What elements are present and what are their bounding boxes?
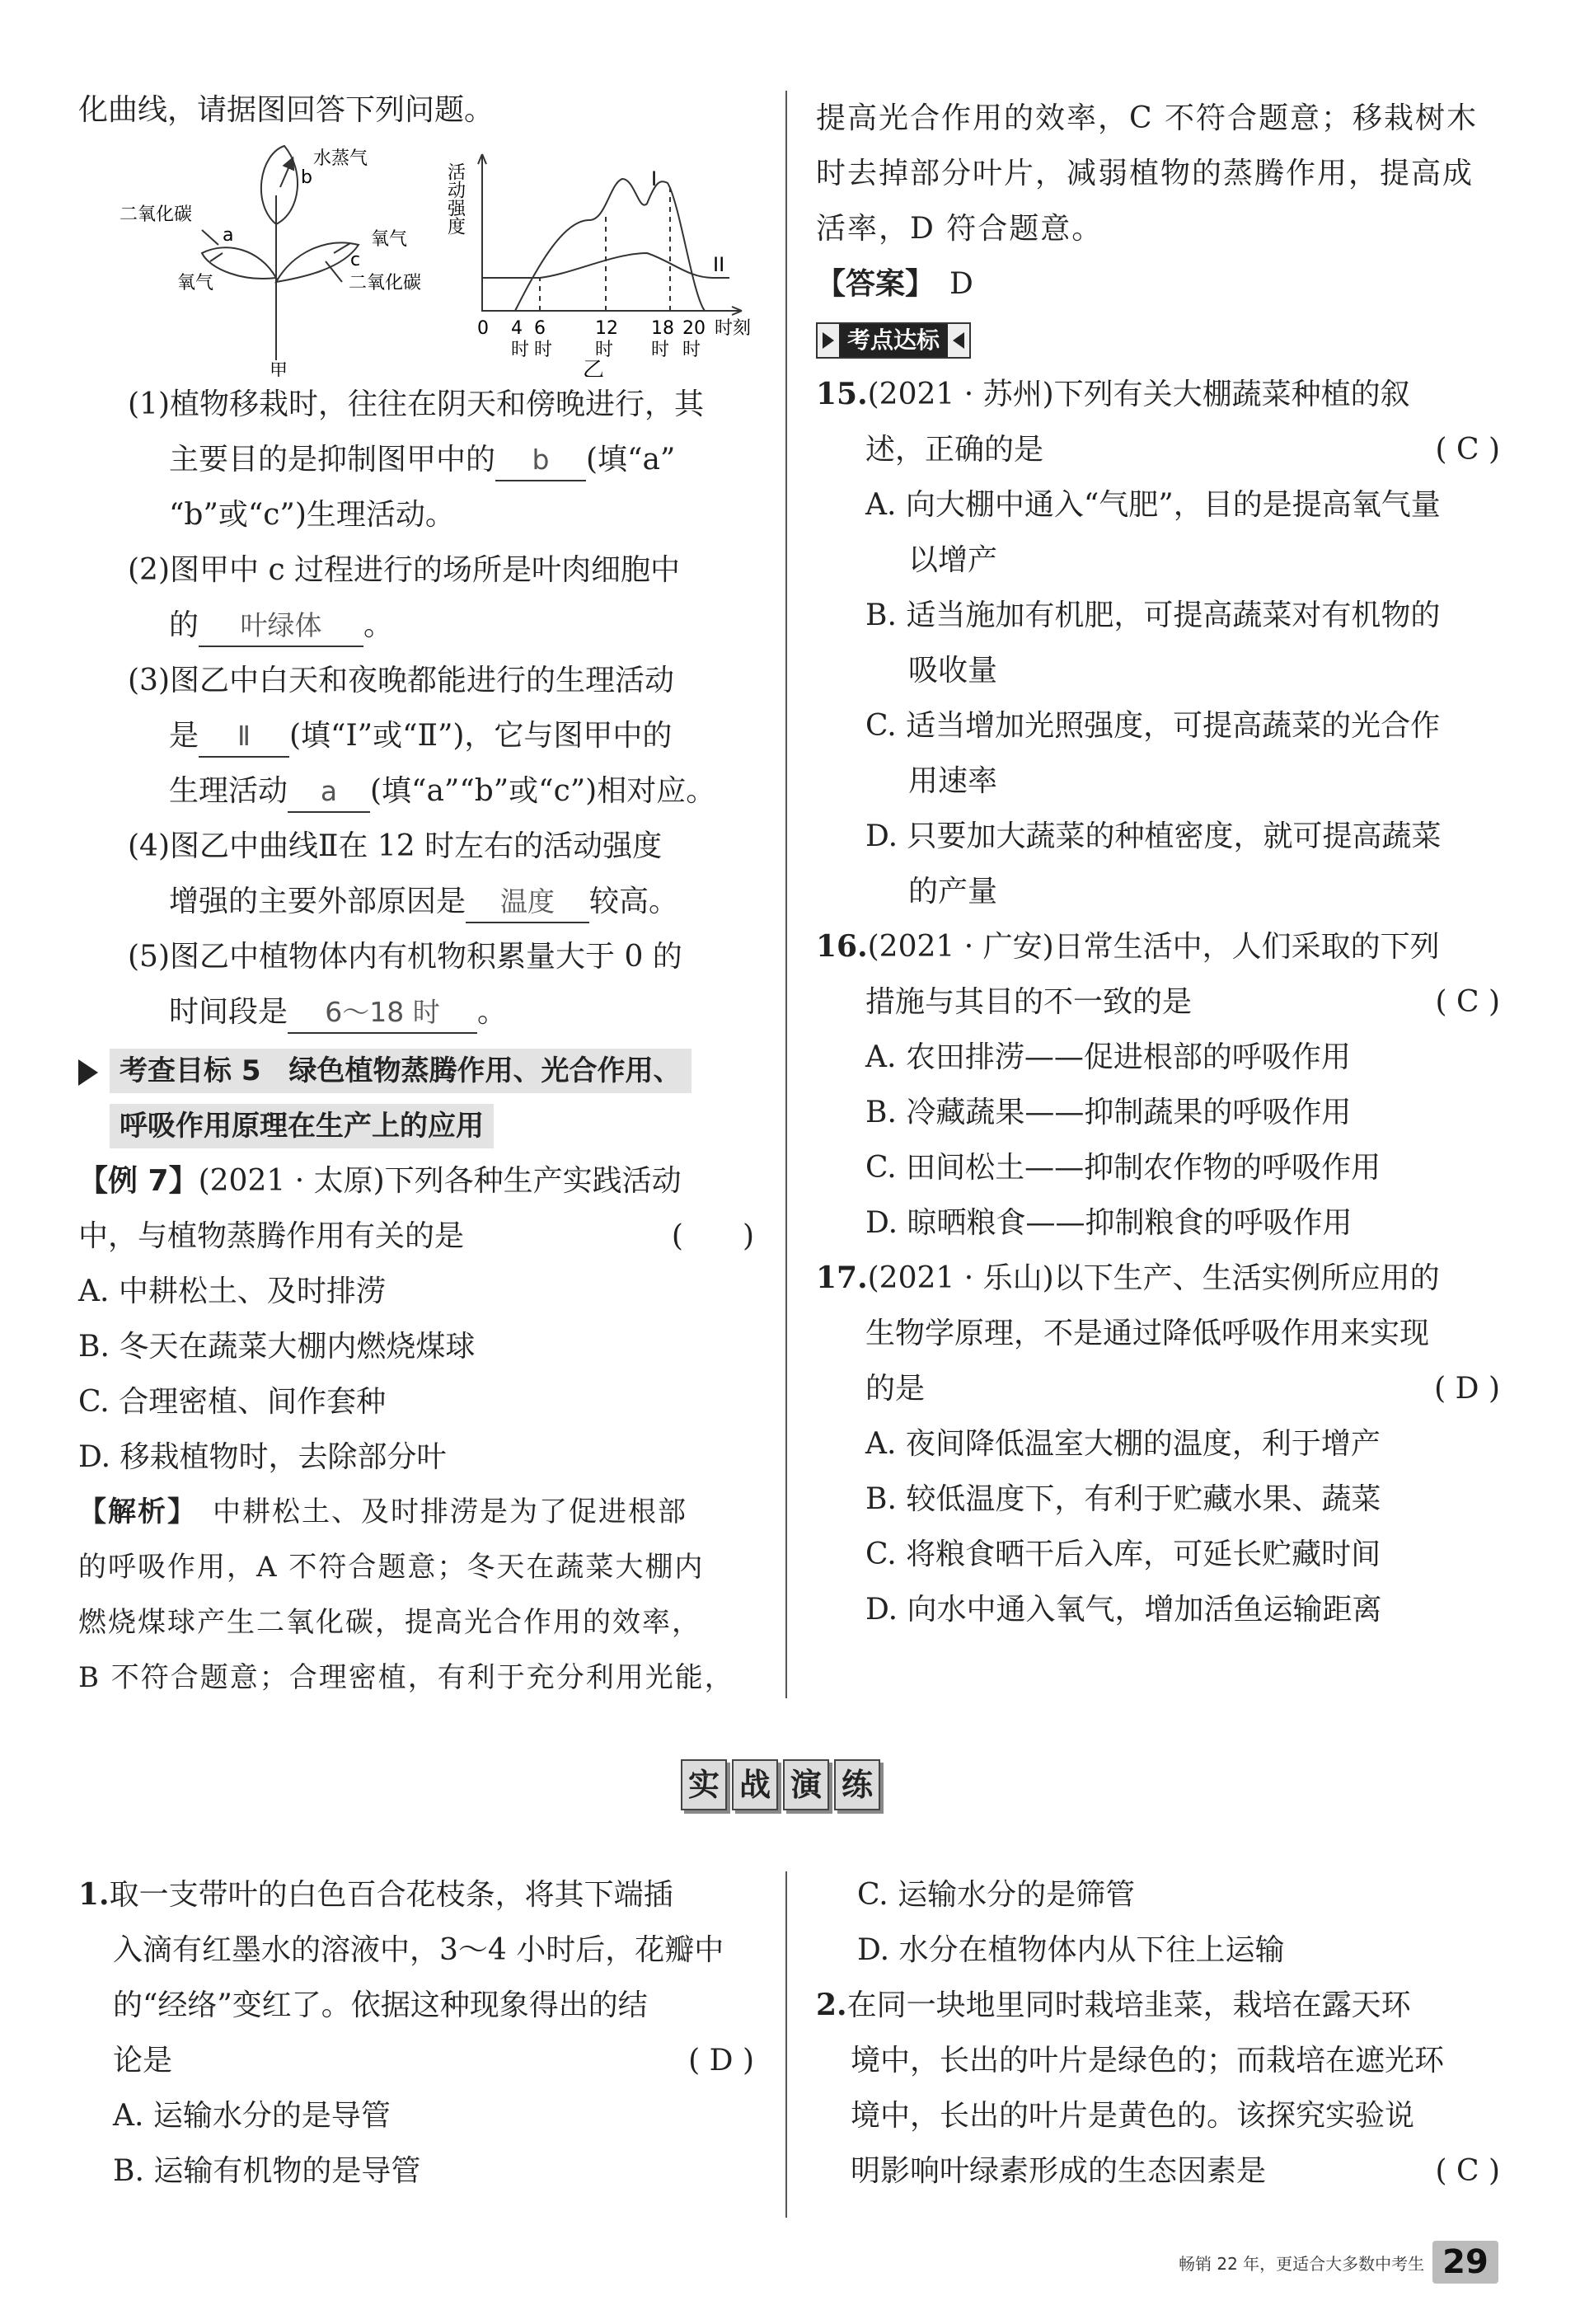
banner-char-3: 演 bbox=[783, 1759, 829, 1810]
q1-text: 主要目的是抑制图甲中的 bbox=[169, 443, 496, 477]
label-co2-right: 二氧化碳 bbox=[349, 273, 422, 293]
analysis-cont-line2: 时去掉部分叶片，减弱植物的蒸腾作用，提高成 bbox=[816, 157, 1474, 190]
triangle-right-icon bbox=[823, 332, 834, 349]
q17-option-b: B. 较低温度下，有利于贮藏水果、蔬菜 bbox=[865, 1482, 1381, 1516]
q16-option-d: D. 晾晒粮食——抑制粮食的呼吸作用 bbox=[865, 1206, 1353, 1240]
kaodian-heading bbox=[816, 312, 1500, 367]
p1-line4: 论是 bbox=[113, 2044, 173, 2078]
q3-text2: (填“I”或“Ⅱ”)，它与图甲中的 bbox=[289, 719, 673, 753]
q17-line3: 的是 bbox=[865, 1372, 926, 1406]
p2-line2: 境中，长出的叶片是绿色的；而栽培在遮光环 bbox=[851, 2044, 1445, 2078]
q16-option-b: B. 冷藏蔬果——抑制蔬果的呼吸作用 bbox=[865, 1096, 1352, 1129]
q3-line2 bbox=[78, 708, 754, 763]
answer-tag: 【答案】 bbox=[816, 267, 921, 301]
q15-option-d: D. 只要加大蔬菜的种植密度，就可提高蔬菜 bbox=[865, 819, 1442, 853]
p2-answer: ( C ) bbox=[1435, 2154, 1500, 2188]
q2-line2 bbox=[78, 598, 754, 653]
q2-line1: (2)图甲中 c 过程进行的场所是叶肉细胞中 bbox=[128, 553, 681, 587]
q5-text: 时间段是 bbox=[169, 995, 288, 1029]
q2-answer: 叶绿体 bbox=[199, 606, 363, 647]
curve-label-i: I bbox=[651, 167, 658, 190]
label-a: a bbox=[223, 225, 234, 246]
q15-option-a-cont: 以增产 bbox=[908, 543, 998, 577]
figure-svg bbox=[78, 138, 754, 377]
p1-line1: 取一支带叶的白色百合花枝条，将其下端插 bbox=[109, 1878, 673, 1912]
q3-answer2: a bbox=[288, 772, 370, 813]
q15-option-d-cont: 的产量 bbox=[908, 875, 998, 908]
q3-text4: (填“a”“b”或“c”)相对应。 bbox=[370, 774, 716, 808]
example-answer-paren: ( ) bbox=[671, 1219, 754, 1253]
question-16 bbox=[816, 919, 1500, 1251]
q15-line2: 述，正确的是 bbox=[865, 433, 1044, 467]
figure bbox=[78, 138, 754, 377]
question-1 bbox=[78, 377, 754, 542]
chart-ylabel: 活动强度 bbox=[444, 162, 466, 235]
q17-answer: ( D ) bbox=[1434, 1372, 1500, 1406]
q17-option-c: C. 将粮食晒干后入库，可延长贮藏时间 bbox=[865, 1538, 1381, 1571]
example-option-c: C. 合理密植、间作套种 bbox=[78, 1385, 387, 1419]
triangle-icon bbox=[78, 1059, 98, 1086]
q4-answer: 温度 bbox=[466, 882, 589, 923]
p1-option-d: D. 水分在植物体内从下往上运输 bbox=[857, 1933, 1285, 1967]
q17-option-a: A. 夜间降低温室大棚的温度，利于增产 bbox=[865, 1427, 1381, 1461]
analysis-line3: 燃烧煤球产生二氧化碳，提高光合作用的效率， bbox=[78, 1606, 701, 1639]
p1-number: 1. bbox=[78, 1877, 110, 1912]
p1-option-b: B. 运输有机物的是导管 bbox=[113, 2154, 421, 2188]
p2-line1: 在同一块地里同时栽培韭菜，栽培在露天环 bbox=[846, 1988, 1411, 2022]
q3-line1: (3)图乙中白天和夜晚都能进行的生理活动 bbox=[128, 664, 674, 697]
section-heading bbox=[78, 1043, 754, 1153]
footer-slogan: 畅销 22 年，更适合大多数中考生 bbox=[1179, 2253, 1425, 2274]
tick-unit-18: 时 bbox=[651, 340, 670, 360]
analysis-tag: 【解析】 bbox=[78, 1495, 183, 1528]
q16-answer: ( C ) bbox=[1435, 985, 1500, 1019]
q3-text: 是 bbox=[169, 719, 199, 753]
q4-text: 增强的主要外部原因是 bbox=[169, 885, 466, 918]
p1-answer: ( D ) bbox=[688, 2044, 754, 2078]
banner-char-1: 实 bbox=[681, 1759, 727, 1810]
q2-text: 的 bbox=[169, 608, 199, 642]
q5-answer: 6～18 时 bbox=[288, 993, 477, 1034]
label-o2-left: 氧气 bbox=[177, 273, 214, 293]
p2-line4: 明影响叶绿素形成的生态因素是 bbox=[851, 2154, 1267, 2188]
q16-number: 16. bbox=[816, 929, 868, 964]
example-tag: 【例 7】 bbox=[78, 1164, 199, 1198]
question-15 bbox=[816, 367, 1500, 919]
answer-value: D bbox=[949, 267, 973, 301]
tick-4: 4 bbox=[511, 318, 523, 339]
q17-line2: 生物学原理，不是通过降低呼吸作用来实现 bbox=[865, 1317, 1430, 1350]
tick-0: 0 bbox=[477, 318, 489, 339]
analysis-line4: B 不符合题意；合理密植，有利于充分利用光能， bbox=[78, 1661, 734, 1694]
example-line2: 中，与植物蒸腾作用有关的是 bbox=[78, 1219, 465, 1253]
q3-text3: 生理活动 bbox=[169, 774, 288, 808]
tick-18: 18 bbox=[651, 318, 674, 339]
q16-option-c: C. 田间松土——抑制农作物的呼吸作用 bbox=[865, 1151, 1381, 1185]
leaf-right bbox=[276, 242, 359, 282]
q15-line1: (2021 · 苏州)下列有关大棚蔬菜种植的叙 bbox=[867, 378, 1410, 411]
leaf-diagram bbox=[202, 146, 359, 360]
chart-xlabel: 时刻 bbox=[715, 318, 752, 339]
right-column bbox=[816, 91, 1500, 1637]
question-4 bbox=[78, 819, 754, 929]
example-7 bbox=[78, 1153, 754, 1485]
q3-answer1: Ⅱ bbox=[199, 716, 289, 758]
label-b: b bbox=[301, 167, 312, 188]
q1-line3: “b”或“c”)生理活动。 bbox=[169, 498, 455, 532]
question-5 bbox=[78, 929, 754, 1040]
analysis-line2: 的呼吸作用，A 不符合题意；冬天在蔬菜大棚内 bbox=[78, 1551, 705, 1584]
p2-line3: 境中，长出的叶片是黄色的。该探究实验说 bbox=[851, 2099, 1415, 2133]
q4-line2 bbox=[78, 874, 754, 929]
label-yi: 乙 bbox=[583, 358, 605, 377]
section-heading-line2: 呼吸作用原理在生产上的应用 bbox=[110, 1104, 494, 1148]
intro-text: 化曲线，请据图回答下列问题。 bbox=[78, 93, 495, 127]
chart-ticks bbox=[477, 318, 751, 360]
label-water-vapor: 水蒸气 bbox=[313, 148, 368, 169]
q15-option-a: A. 向大棚中通入“气肥”，目的是提高氧气量 bbox=[865, 488, 1441, 522]
q16-line1: (2021 · 广安)日常生活中，人们采取的下列 bbox=[867, 930, 1440, 964]
analysis-cont-line1: 提高光合作用的效率，C 不符合题意；移栽树木 bbox=[816, 101, 1478, 135]
page-footer bbox=[1179, 2241, 1498, 2284]
p2-number: 2. bbox=[816, 1988, 847, 2022]
tick-6: 6 bbox=[534, 318, 546, 339]
tick-unit-12: 时 bbox=[595, 340, 614, 360]
label-jia: 甲 bbox=[270, 361, 288, 377]
q4-text2: 较高。 bbox=[589, 885, 679, 918]
curve-i bbox=[515, 179, 705, 311]
question-2 bbox=[78, 542, 754, 653]
q16-line2: 措施与其目的不一致的是 bbox=[865, 985, 1193, 1019]
q15-option-b: B. 适当施加有机肥，可提高蔬菜对有机物的 bbox=[865, 599, 1441, 632]
label-o2-right: 氧气 bbox=[371, 229, 408, 250]
banner-char-2: 战 bbox=[732, 1759, 778, 1810]
page-number: 29 bbox=[1432, 2241, 1498, 2284]
banner-char-4: 练 bbox=[834, 1759, 880, 1810]
q5-line1: (5)图乙中植物体内有机物积累量大于 0 的 bbox=[128, 940, 682, 974]
question-17 bbox=[816, 1251, 1500, 1637]
practice-left bbox=[78, 1867, 754, 2199]
triangle-left-icon bbox=[953, 332, 964, 349]
practice-banner bbox=[681, 1759, 880, 1810]
p1-option-a: A. 运输水分的是导管 bbox=[113, 2099, 391, 2133]
practice-right bbox=[816, 1867, 1500, 2199]
tick-20: 20 bbox=[682, 318, 706, 339]
q3-line3 bbox=[78, 763, 754, 819]
tick-unit-4: 时 bbox=[511, 340, 530, 360]
q1-answer: b bbox=[495, 440, 586, 481]
p1-option-c: C. 运输水分的是筛管 bbox=[857, 1878, 1136, 1912]
tick-unit-6: 时 bbox=[534, 340, 553, 360]
q17-number: 17. bbox=[816, 1261, 868, 1295]
analysis-line1: 中耕松土、及时排涝是为了促进根部 bbox=[213, 1495, 687, 1528]
q5-text2: 。 bbox=[477, 995, 508, 1029]
q17-option-d: D. 向水中通入氧气，增加活鱼运输距离 bbox=[865, 1593, 1382, 1627]
example-option-b: B. 冬天在蔬菜大棚内燃烧煤球 bbox=[78, 1330, 476, 1364]
analysis-cont-line3: 活率，D 符合题意。 bbox=[816, 212, 1104, 246]
example-option-a: A. 中耕松土、及时排涝 bbox=[78, 1275, 386, 1308]
example-line1: (2021 · 太原)下列各种生产实践活动 bbox=[198, 1164, 682, 1198]
leaf-top bbox=[261, 146, 298, 224]
q4-line1: (4)图乙中曲线Ⅱ在 12 时左右的活动强度 bbox=[128, 829, 663, 863]
tick-12: 12 bbox=[595, 318, 618, 339]
curve-label-ii: II bbox=[713, 253, 725, 276]
q15-option-c: C. 适当增加光照强度，可提高蔬菜的光合作 bbox=[865, 709, 1441, 743]
q15-option-b-cont: 吸收量 bbox=[908, 654, 998, 688]
label-c: c bbox=[350, 250, 361, 270]
left-column bbox=[78, 82, 754, 1706]
example-option-d: D. 移栽植物时，去除部分叶 bbox=[78, 1440, 447, 1474]
kaodian-label: 考点达标 bbox=[839, 324, 948, 357]
q15-number: 15. bbox=[816, 377, 868, 411]
q1-line1: (1)植物移栽时，往往在阴天和傍晚进行，其 bbox=[128, 387, 704, 421]
column-divider-bottom bbox=[785, 1871, 787, 2218]
p1-line3: 的“经络”变红了。依据这种现象得出的结 bbox=[113, 1988, 648, 2022]
q15-answer: ( C ) bbox=[1435, 433, 1500, 467]
q2-text2: 。 bbox=[363, 608, 394, 642]
p1-line2: 入滴有红墨水的溶液中，3～4 小时后，花瓣中 bbox=[113, 1933, 724, 1967]
q1-line2 bbox=[78, 432, 754, 487]
analysis bbox=[78, 1485, 754, 1706]
q1-text2: (填“a” bbox=[586, 443, 676, 477]
tick-unit-20: 时 bbox=[682, 340, 701, 360]
question-3 bbox=[78, 653, 754, 819]
label-co2-left: 二氧化碳 bbox=[120, 204, 193, 225]
q16-option-a: A. 农田排涝——促进根部的呼吸作用 bbox=[865, 1040, 1351, 1074]
section-heading-line1: 考查目标 5 绿色植物蒸腾作用、光合作用、 bbox=[110, 1049, 692, 1093]
q17-line1: (2021 · 乐山)以下生产、生活实例所应用的 bbox=[867, 1261, 1440, 1295]
activity-chart bbox=[478, 154, 742, 315]
column-divider bbox=[785, 91, 787, 1698]
q15-option-c-cont: 用速率 bbox=[908, 764, 998, 798]
q5-line2 bbox=[78, 984, 754, 1040]
